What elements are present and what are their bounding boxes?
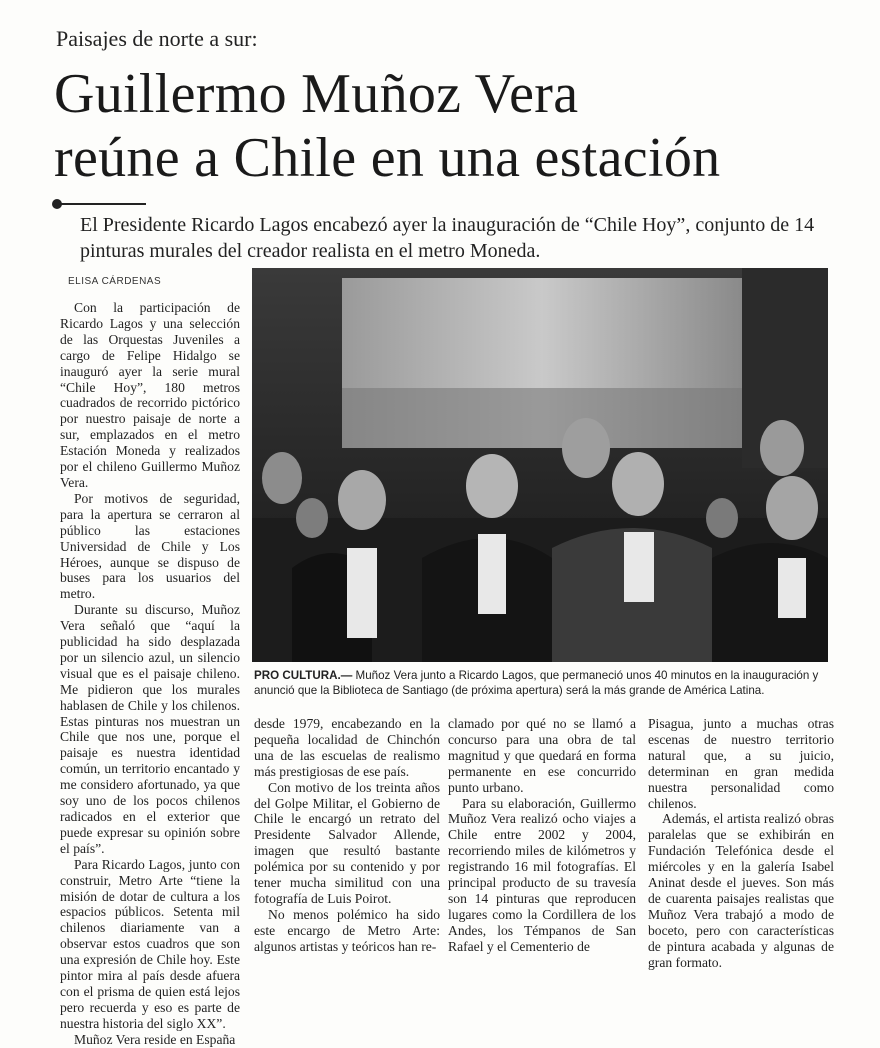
headline-line-1: Guillermo Muñoz Vera: [54, 63, 579, 125]
headline: [54, 62, 864, 190]
paragraph: clamado por qué no se llamó a concurso para una obra de tal magnitud y que quedará en forma permanente en ese concurrido punto urbano.: [448, 716, 636, 795]
paragraph: Pisagua, junto a muchas otras escenas de nuestro territorio natural que, a su juicio, determinan en gran medida nuestra personalidad como chilenos.: [648, 716, 834, 811]
paragraph: Muñoz Vera reside en España: [74, 1031, 236, 1047]
paragraph: Además, el artista realizó obras paralelas que se exhibirán en Fundación Telefónica desde el miércoles y en la galería Isabel Aninat desde el jueves. Son más de cuarenta paisajes realistas que Muñoz Vera trabajó a modo de boceto, pero con características de pintura acabada y algunas de gran formato.: [648, 811, 834, 970]
body-column-3: [448, 716, 636, 955]
paragraph: Por motivos de seguridad, para la apertura se cerraron al público las estaciones Universidad de Chile y Los Héroes, aunque se dispuso de buses para los usuarios del metro.: [60, 490, 240, 602]
body-column-2: [254, 716, 440, 955]
deck: El Presidente Ricardo Lagos encabezó ayer la inauguración de “Chile Hoy”, conjunto de 14 pinturas murales del creador realista en el metro Moneda.: [80, 214, 815, 262]
headline-line-2: reúne a Chile en una estación: [54, 127, 721, 189]
paragraph: Durante su discurso, Muñoz Vera señaló que “aquí la publicidad ha sido desplazada por un silencio azul, un silencio visual que es el paisaje chileno. Me pidieron que los murales hablasen de Chile y los chilenos. Estas pinturas nos muestran un Chile que nos une, porque el paisaje es nuestra identidad común, un territorio encantado y me considero afortunado, ya que soy uno de los pocos chilenos radicados en el exterior que puede expresar su opinión sobre el país”.: [60, 602, 240, 856]
body-column-4: [648, 716, 834, 971]
paragraph: Para su elaboración, Guillermo Muñoz Vera realizó ocho viajes a Chile entre 2002 y 2004, recorriendo miles de kilómetros y registrando 16 mil fotografías. El principal producto de su travesía son 14 pinturas que reproducen lugares como la Cordillera de los Andes, los Témpanos de San Rafael y el Cementerio de: [448, 795, 636, 954]
paragraph: No menos polémico ha sido este encargo de Metro Arte: algunos artistas y teóricos han re-: [254, 906, 440, 954]
paragraph: Para Ricardo Lagos, junto con construir, Metro Arte “tiene la misión de dotar de cultura a los espacios públicos. Setenta mil chilenos diariamente van a observar estos cuadros que son una expresión de Chile hoy. Este pintor mira al país desde afuera con el prisma de quien está lejos pero recuerda y eso es parte de nuestra historia del siglo XX”.: [60, 856, 240, 1031]
kicker: Paisajes de norte a sur:: [56, 26, 258, 51]
photo-caption: [254, 668, 834, 698]
caption-text: Muñoz Vera junto a Ricardo Lagos, que permaneció unos 40 minutos en la inauguración y anunció que la Biblioteca de Santiago (de próxima apertura) será la más grande de América Latina.: [254, 669, 819, 697]
news-photo: [252, 268, 828, 662]
body-column-1: [60, 300, 240, 1048]
paragraph: desde 1979, encabezando en la pequeña localidad de Chinchón una de las escuelas de realismo más prestigiosas de ese país.: [254, 716, 440, 779]
caption-lead: PRO CULTURA.—: [254, 669, 353, 682]
deck-rule: [56, 203, 146, 205]
byline: ELISA CÁRDENAS: [68, 276, 162, 287]
paragraph: Con motivo de los treinta años del Golpe Militar, el Gobierno de Chile le encargó un retrato del Presidente Salvador Allende, imagen que resultó bastante polémica por su contenido y por tener mucha similitud con una fotografía de Luis Poirot.: [254, 779, 440, 906]
paragraph: Con la participación de Ricardo Lagos y una selección de las Orquestas Juveniles a cargo de Felipe Hidalgo se inauguró ayer la serie mural “Chile Hoy”, 180 metros cuadrados de recorrido pictórico por nuestro paisaje de norte a sur, emplazados en el metro Estación Moneda y realizados por el chileno Guillermo Muñoz Vera.: [60, 300, 240, 490]
